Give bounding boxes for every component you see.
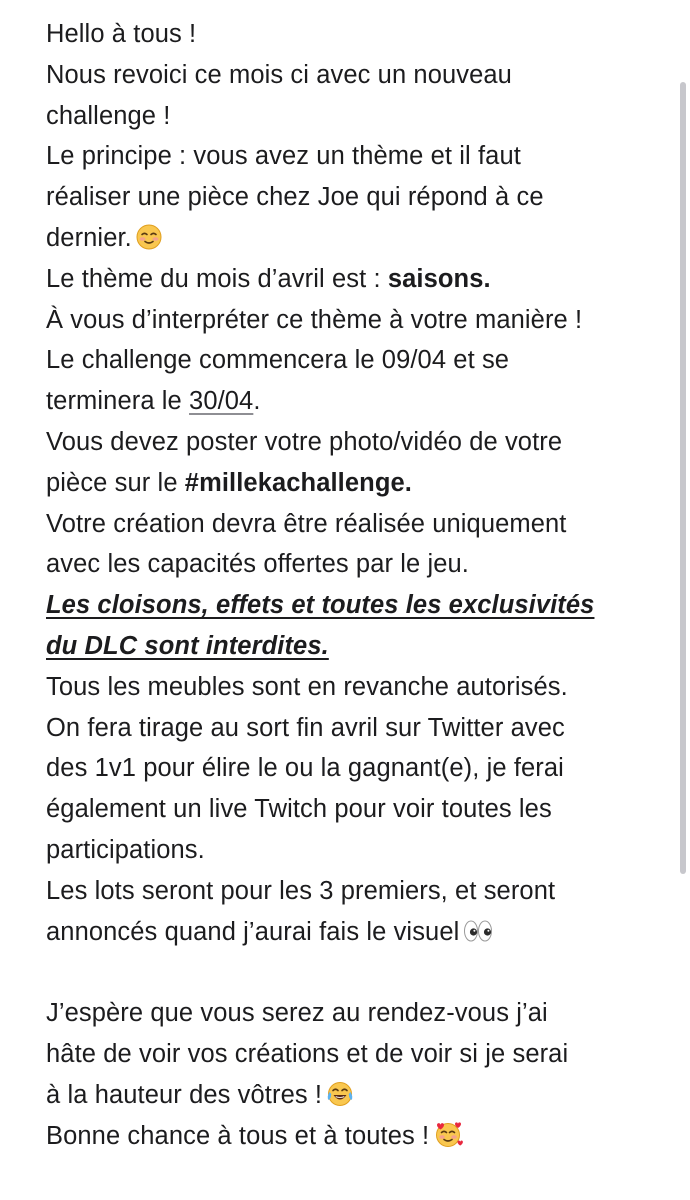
- note-text: avec les capacités offertes par le jeu.: [46, 550, 469, 579]
- rule-emphasis-text: du DLC sont interdites.: [46, 631, 329, 660]
- note-text: Votre création devra être réalisée uniquement: [46, 509, 567, 538]
- note-text: à la hauteur des vôtres !: [46, 1080, 323, 1109]
- note-line: [46, 748, 666, 789]
- note-line: [46, 259, 666, 300]
- note-text: Nous revoici ce mois ci avec un nouveau: [46, 60, 512, 89]
- note-line: [46, 626, 666, 667]
- note-text: Tous les meubles sont en revanche autorisés.: [46, 672, 568, 701]
- note-text: J’espère que vous serez au rendez-vous j’ai: [46, 999, 548, 1028]
- note-text: challenge !: [46, 101, 171, 130]
- note-line: [46, 830, 666, 871]
- note-text: pièce sur le: [46, 468, 185, 497]
- note-line: [46, 667, 666, 708]
- note-line: [46, 1034, 666, 1075]
- note-line: [46, 912, 666, 953]
- note-text: Bonne chance à tous et à toutes !: [46, 1121, 430, 1150]
- note-text: participations.: [46, 835, 205, 864]
- note-line: [46, 218, 666, 259]
- note-line: [46, 14, 666, 55]
- smiling-face-with-hearts-emoji-icon: [433, 1120, 465, 1161]
- note-line: [46, 993, 666, 1034]
- vertical-scrollbar[interactable]: [680, 82, 686, 874]
- note-text: Le principe : vous avez un thème et il faut: [46, 142, 521, 171]
- note-line: [46, 422, 666, 463]
- blank-line: [46, 952, 666, 993]
- note-line: [46, 585, 666, 626]
- note-line: [46, 1116, 666, 1157]
- note-line: [46, 55, 666, 96]
- note-line: [46, 871, 666, 912]
- note-text: des 1v1 pour élire le ou la gagnant(e), je ferai: [46, 754, 564, 783]
- note-text: dernier.: [46, 223, 132, 252]
- note-text: réaliser une pièce chez Joe qui répond à ce: [46, 183, 544, 212]
- note-line: [46, 381, 666, 422]
- note-line: [46, 96, 666, 137]
- note-text: On fera tirage au sort fin avril sur Twitter avec: [46, 713, 565, 742]
- note-text: hâte de voir vos créations et de voir si je serai: [46, 1039, 569, 1068]
- smiling-face-emoji-icon: [136, 222, 162, 263]
- theme-bold-text: saisons.: [387, 264, 491, 293]
- note-line: [46, 1075, 666, 1116]
- note-text: .: [253, 387, 261, 416]
- note-line: [46, 708, 666, 749]
- note-text: terminera le: [46, 387, 190, 416]
- note-text: Vous devez poster votre photo/vidéo de votre: [46, 427, 563, 456]
- note-line: [46, 136, 666, 177]
- note-line: [46, 300, 666, 341]
- eyes-emoji-icon: [463, 916, 493, 957]
- greeting-text: Hello à tous !: [46, 20, 197, 48]
- note-line: [46, 789, 666, 830]
- note-line: [46, 177, 666, 218]
- face-with-tears-of-joy-emoji-icon: [326, 1079, 354, 1120]
- note-text: Le challenge commencera le 09/04 et se: [46, 346, 510, 375]
- note-text: également un live Twitch pour voir toutes les: [46, 795, 552, 824]
- hashtag-bold-text: #millekachallenge.: [184, 468, 412, 497]
- note-line: [46, 340, 666, 381]
- date-detected-link[interactable]: 30/04: [189, 387, 254, 416]
- note-text: Le thème du mois d’avril est :: [46, 264, 388, 293]
- note-body[interactable]: [46, 14, 666, 1156]
- note-text: À vous d’interpréter ce thème à votre manière !: [46, 305, 583, 334]
- note-line: [46, 504, 666, 545]
- note-line: [46, 544, 666, 585]
- note-line: [46, 463, 666, 504]
- note-text: Les lots seront pour les 3 premiers, et seront: [46, 876, 556, 905]
- note-text: annoncés quand j’aurai fais le visuel: [46, 917, 460, 946]
- rule-emphasis-text: Les cloisons, effets et toutes les exclusivités: [46, 591, 595, 620]
